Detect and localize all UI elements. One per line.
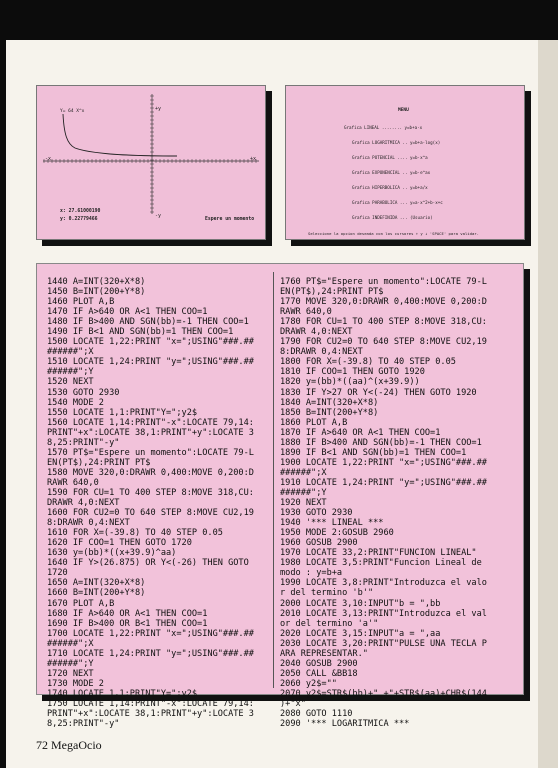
code-line: 1910 LOCATE 1,24:PRINT "y=";USING"###.## <box>280 477 487 488</box>
code-line: or del termino 'a'" <box>280 618 379 629</box>
code-line: 1500 LOCATE 1,22:PRINT "x=";USING"###.## <box>47 337 254 348</box>
code-line: 1750 LOCATE 1,14:PRINT"-x":LOCATE 79,14: <box>47 698 254 709</box>
code-line: 1830 IF Y>27 OR Y<(-24) THEN GOTO 1920 <box>280 387 477 398</box>
column-divider <box>273 272 274 688</box>
code-line: 8,25:PRINT"-y" <box>47 437 120 448</box>
menu-title: MENU <box>398 108 409 113</box>
graph-screenshot <box>36 85 266 240</box>
code-line: 1580 MOVE 320,0:DRAWR 0,400:MOVE 0,200:D <box>47 467 254 478</box>
code-line: 1620 IF COO=1 THEN GOTO 1720 <box>47 538 192 549</box>
code-line: 1630 y=(bb)*((x+39.9)^aa) <box>47 548 177 559</box>
code-line: 1700 LOCATE 1,22:PRINT "x=";USING"###.## <box>47 628 254 639</box>
code-line: 2090 '*** LOGARITMICA *** <box>280 719 410 730</box>
menu-item[interactable]: Grafica LOGARITMICA .. y=b+a·log(x) <box>352 140 441 145</box>
code-line: EN(PT$),24:PRINT PT$ <box>47 457 151 468</box>
menu-item[interactable]: Grafica POTENCIAL .... y=b·x^a <box>352 155 428 160</box>
code-line: 1570 PT$="Espere un momento":LOCATE 79-L <box>47 447 254 458</box>
code-line: 2050 CALL &BB18 <box>280 668 358 679</box>
menu-item[interactable]: Grafica PARABOLICA ... y=a·x^2+b·x+c <box>352 200 443 205</box>
magazine-name: MegaOcio <box>51 738 102 752</box>
code-line: RAWR 640,0 <box>280 307 332 318</box>
code-line: 1890 IF B<1 AND SGN(bb)=1 THEN COO=1 <box>280 447 467 458</box>
code-line: 2020 LOCATE 3,15:INPUT"a = ",aa <box>280 628 441 639</box>
menu-item[interactable]: Grafica LINEAL ........ y=b+a·x <box>344 125 423 130</box>
code-line: 1780 FOR CU=1 TO 400 STEP 8:MOVE 318,CU: <box>280 317 487 328</box>
code-line: 2040 GOSUB 2900 <box>280 658 358 669</box>
code-line: 1550 LOCATE 1,1:PRINT"Y=";y2$ <box>47 407 198 418</box>
code-line: 1800 FOR X=(-39.8) TO 40 STEP 0.05 <box>280 357 456 368</box>
code-line: 8:DRAWR 0,4:NEXT <box>47 518 130 529</box>
code-line: ######";Y <box>47 658 94 669</box>
code-line: 1860 PLOT A,B <box>280 417 348 428</box>
code-line: 1970 LOCATE 33,2:PRINT"FUNCION LINEAL" <box>280 548 477 559</box>
code-line: 1670 PLOT A,B <box>47 598 115 609</box>
code-line: 1690 IF B>400 OR B<1 THEN COO=1 <box>47 618 208 629</box>
code-line: 1980 LOCATE 3,5:PRINT"Funcion Lineal de <box>280 558 482 569</box>
code-line: 1870 IF A>640 OR A<1 THEN COO=1 <box>280 427 441 438</box>
code-line: DRAWR 4,0:NEXT <box>47 498 120 509</box>
axis-label-plus-x: +x <box>250 156 257 162</box>
code-line: EN(PT$),24:PRINT PT$ <box>280 287 384 298</box>
code-line: 1450 B=INT(200+Y*8) <box>47 287 146 298</box>
code-line: ######";Y <box>280 487 327 498</box>
code-line: 1770 MOVE 320,0:DRAWR 0,400:MOVE 0,200:D <box>280 297 487 308</box>
code-line: 2070 y2$=STR$(bb)+" +"+STR$(aa)+CHR$(144 <box>280 688 487 699</box>
code-line: 1790 FOR CU2=0 TO 640 STEP 8:MOVE CU2,19 <box>280 337 487 348</box>
code-line: )+"x" <box>280 698 306 709</box>
code-line: ######";Y <box>47 367 94 378</box>
code-line: 1760 PT$="Espere un momento":LOCATE 79-L <box>280 277 487 287</box>
code-line: 1440 A=INT(320+X*8) <box>47 277 146 287</box>
code-line: 1590 FOR CU=1 TO 400 STEP 8:MOVE 318,CU: <box>47 487 254 498</box>
code-line: 1540 MODE 2 <box>47 397 104 408</box>
code-line: 1840 A=INT(320+X*8) <box>280 397 379 408</box>
menu-instructions: Seleccione la opcion deseada con los cursores ↑ y ↓ 'SPACE' para validar. <box>308 231 479 236</box>
code-line: 1650 A=INT(320+X*8) <box>47 578 146 589</box>
code-line: 8:DRAWR 0,4:NEXT <box>280 347 363 358</box>
code-line: 1710 LOCATE 1,24:PRINT "y=";USING"###.## <box>47 648 254 659</box>
code-line: DRAWR 4,0:NEXT <box>280 327 353 338</box>
code-line: ######";X <box>280 467 327 478</box>
code-line: 1460 PLOT A,B <box>47 297 115 308</box>
wait-message: Espere un momento <box>205 217 255 222</box>
code-line: RAWR 640,0 <box>47 477 99 488</box>
code-line: 1730 MODE 2 <box>47 678 104 689</box>
code-line: 1950 MODE 2:GOSUB 2960 <box>280 528 394 539</box>
y-readout: y: 0.22779466 <box>60 217 98 222</box>
code-line: 1480 IF B>400 AND SGN(bb)=-1 THEN COO=1 <box>47 317 249 328</box>
code-line: ######";X <box>47 638 94 649</box>
graph-title: Y= 64 X^x <box>60 109 85 114</box>
code-line: ARA REPRESENTAR." <box>280 648 368 659</box>
code-line: 1510 LOCATE 1,24:PRINT "y=";USING"###.## <box>47 357 254 368</box>
code-line: 1820 y=(bb)*((aa)^(x+39.9)) <box>280 377 420 388</box>
x-readout: x: 27.61000190 <box>60 209 101 214</box>
listing-column-right <box>280 277 487 729</box>
code-line: 2080 GOTO 1110 <box>280 709 353 720</box>
code-line: PRINT"+x":LOCATE 38,1:PRINT"+y":LOCATE 3 <box>47 709 254 720</box>
page-footer <box>36 738 102 753</box>
code-line: 8,25:PRINT"-y" <box>47 719 120 730</box>
code-line: PRINT"+x":LOCATE 38,1:PRINT"+y":LOCATE 3 <box>47 427 254 438</box>
menu-item[interactable]: Grafica EXPONENCIAL .. y=b·e^ax <box>352 170 431 175</box>
code-line: 2060 y2$="" <box>280 678 337 689</box>
function-curve <box>63 114 177 156</box>
facing-page-edge <box>538 40 558 768</box>
code-line: 1720 <box>47 568 68 579</box>
code-line: 1900 LOCATE 1,22:PRINT "x=";USING"###.## <box>280 457 487 468</box>
code-line: 2000 LOCATE 3,10:INPUT"b = ",bb <box>280 598 441 609</box>
code-line: 1560 LOCATE 1,14:PRINT"-x":LOCATE 79,14: <box>47 417 254 428</box>
axis-label-minus-y: -y <box>155 213 162 219</box>
code-line: 1660 B=INT(200+Y*8) <box>47 588 146 599</box>
listing-column-left <box>47 277 254 729</box>
code-line: 1640 IF Y>(26.875) OR Y<(-26) THEN GOTO <box>47 558 249 569</box>
code-line: 1880 IF B>400 AND SGN(bb)=-1 THEN COO=1 <box>280 437 482 448</box>
axis-label-plus-y: +y <box>155 106 162 112</box>
code-line: 2010 LOCATE 3,13:PRINT"Introduzca el val <box>280 608 487 619</box>
axis-label-minus-x: -x <box>45 156 52 162</box>
code-line: ######";X <box>47 347 94 358</box>
code-line: 1610 FOR X=(-39.8) TO 40 STEP 0.05 <box>47 528 223 539</box>
code-line: 1940 '*** LINEAL *** <box>280 518 384 529</box>
basic-listing <box>36 263 524 730</box>
code-line: r del termino 'b'" <box>280 588 374 599</box>
code-line: 1520 NEXT <box>47 377 94 388</box>
code-line: 1720 NEXT <box>47 668 94 679</box>
menu-item[interactable]: Grafica HIPERBOLICA .. y=b+a/x <box>352 185 428 190</box>
code-line: 1810 IF COO=1 THEN GOTO 1920 <box>280 367 425 378</box>
code-line: 1680 IF A>640 OR A<1 THEN COO=1 <box>47 608 208 619</box>
menu-item[interactable]: Grafica INDEFINIDA ... (Usuario) <box>352 215 433 220</box>
code-line: 1740 LOCATE 1,1:PRINT"Y=";y2$ <box>47 688 198 699</box>
code-line: modo : y=b+a <box>280 568 343 579</box>
code-line: 1470 IF A>640 OR A<1 THEN COO=1 <box>47 307 208 318</box>
code-line: 1490 IF B<1 AND SGN(bb)=1 THEN COO=1 <box>47 327 234 338</box>
code-line: 1960 GOSUB 2900 <box>280 538 358 549</box>
code-line: 1930 GOTO 2930 <box>280 508 353 519</box>
code-line: 2030 LOCATE 3,20:PRINT"PULSE UNA TECLA P <box>280 638 487 649</box>
code-line: 1990 LOCATE 3,8:PRINT"Introduzca el valo <box>280 578 487 589</box>
code-line: 1920 NEXT <box>280 498 327 509</box>
code-line: 1530 GOTO 2930 <box>47 387 120 398</box>
menu-screenshot <box>285 85 525 240</box>
code-line: 1600 FOR CU2=0 TO 640 STEP 8:MOVE CU2,19 <box>47 508 254 519</box>
page-number: 72 <box>36 738 48 752</box>
code-line: 1850 B=INT(200+Y*8) <box>280 407 379 418</box>
